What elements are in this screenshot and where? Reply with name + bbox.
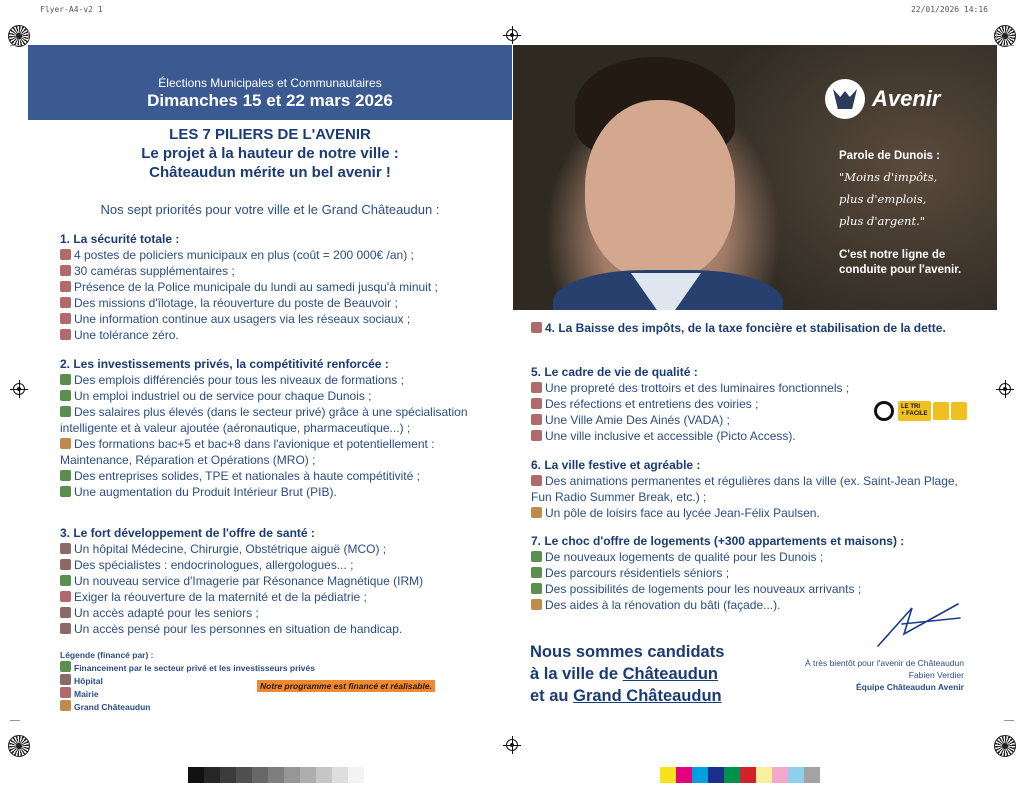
list-item: Des salaires plus élevés (dans le secteur privé) grâce à une spécialisation intelligente et à valeur ajoutée (aéronautique, pharmaceutique...) ; xyxy=(60,405,468,435)
money-icon xyxy=(60,486,71,497)
money-icon xyxy=(531,551,542,562)
candidate-statement: Nous sommes candidats à la ville de Châteaudun et au Grand Châteaudun xyxy=(530,643,725,705)
crosshair-mark-icon xyxy=(506,739,518,751)
color-swatch xyxy=(756,767,772,783)
list-item: Une information continue aux usagers via les réseaux sociaux ; xyxy=(60,311,500,327)
mairie-icon xyxy=(531,398,542,409)
color-swatch xyxy=(188,767,204,783)
list-item: Des formations bac+5 et bac+8 dans l'avionique et potentiellement : Maintenance, Réparation et Opérations (MRO) ; xyxy=(60,437,435,467)
crosshair-mark-icon xyxy=(13,383,25,395)
page-title xyxy=(28,125,512,182)
grand-chateaudun-icon xyxy=(60,438,71,449)
list-item: 4 postes de policiers municipaux en plus (coût = 200 000€ /an) ; xyxy=(60,247,500,263)
color-swatch xyxy=(220,767,236,783)
grand-chateaudun-icon xyxy=(531,599,542,610)
money-icon xyxy=(60,390,71,401)
pillar-1 xyxy=(60,231,500,343)
crop-mark xyxy=(10,720,20,721)
photo-face xyxy=(585,100,735,280)
crosshair-mark-icon xyxy=(999,383,1011,395)
list-item: Des animations permanentes et régulières dans la ville (ex. Saint-Jean Plage, Fun Radio Summer Break, etc.) ; xyxy=(531,474,958,504)
hospital-icon xyxy=(60,559,71,570)
money-icon xyxy=(531,583,542,594)
hospital-icon xyxy=(60,543,71,554)
candidate-photo xyxy=(513,45,997,310)
mairie-icon xyxy=(60,591,71,602)
registration-mark-icon xyxy=(994,735,1016,757)
crop-mark xyxy=(996,30,997,40)
list-item: Une propreté des trottoirs et des luminaires fonctionnels ; xyxy=(531,380,981,396)
list-item: Exiger la réouverture de la maternité et de la pédiatrie ; xyxy=(60,589,500,605)
color-swatch xyxy=(804,767,820,783)
hospital-icon xyxy=(60,623,71,634)
headline-line: Châteaudun mérite un bel avenir ! xyxy=(149,164,391,181)
mairie-icon xyxy=(60,313,71,324)
money-icon xyxy=(531,567,542,578)
color-swatch xyxy=(300,767,316,783)
grand-chateaudun-icon xyxy=(531,507,542,518)
color-swatch xyxy=(348,767,364,783)
color-swatch xyxy=(268,767,284,783)
crop-mark xyxy=(10,45,20,46)
mairie-icon xyxy=(531,475,542,486)
intro-text: Nos sept priorités pour votre ville et le Grand Châteaudun : xyxy=(100,202,440,217)
pillar-title: 4. La Baisse des impôts, de la taxe foncière et stabilisation de la dette. xyxy=(531,320,981,336)
list-item: Des réfections et entretiens des voiries ; xyxy=(531,396,981,412)
quote-tail: C'est notre ligne de conduite pour l'avenir. xyxy=(839,249,962,276)
list-item: Des missions d'îlotage, la réouverture du poste de Beauvoir ; xyxy=(60,295,500,311)
signature-block: À très bientôt pour l'avenir de Châteaudun Fabien Verdier Équipe Châteaudun Avenir xyxy=(805,658,964,692)
color-swatch xyxy=(724,767,740,783)
legend-item: Financement par le secteur privé et les investisseurs privés xyxy=(60,661,315,674)
mairie-icon xyxy=(60,687,71,698)
list-item: Un nouveau service d'Imagerie par Résonance Magnétique (IRM) xyxy=(60,573,500,589)
pillar-6 xyxy=(531,457,981,521)
eagle-icon xyxy=(825,79,865,119)
color-swatch xyxy=(284,767,300,783)
color-swatch xyxy=(236,767,252,783)
list-item: Présence de la Police municipale du lundi au samedi jusqu'à minuit ; xyxy=(60,279,500,295)
list-item: Une ville inclusive et accessible (Picto Access). xyxy=(531,428,981,444)
recycle-icon xyxy=(874,401,894,421)
finance-note: Notre programme est financé et réalisable. xyxy=(257,680,435,692)
legend-item: Mairie xyxy=(60,687,315,700)
money-icon xyxy=(60,470,71,481)
banner-dates: Dimanches 15 et 22 mars 2026 xyxy=(147,91,393,110)
tri-facile-badge xyxy=(874,401,967,421)
quote-line: plus d'emplois, xyxy=(839,192,927,206)
crosshair-mark-icon xyxy=(506,29,518,41)
list-item: Une Ville Amie Des Ainés (VADA) ; xyxy=(531,412,981,428)
headline-line: LES 7 PILIERS DE L'AVENIR xyxy=(169,126,371,143)
quote-line: "Moins d'impôts, xyxy=(839,170,938,184)
legend-item: Grand Châteaudun xyxy=(60,700,315,713)
logo-text: Avenir xyxy=(872,86,941,111)
print-timestamp: 22/01/2026 14:16 xyxy=(910,5,988,14)
crop-mark xyxy=(28,30,29,40)
cmyk-color-bar xyxy=(660,767,820,783)
registration-mark-icon xyxy=(8,25,30,47)
list-item: Des aides à la rénovation du bâti (façade...). xyxy=(531,597,981,613)
mairie-icon xyxy=(60,249,71,260)
list-item: Un pôle de loisirs face au lycée Jean-Félix Paulsen. xyxy=(531,505,981,521)
mairie-icon xyxy=(60,297,71,308)
list-item: Un accès adapté pour les seniors ; xyxy=(60,605,500,621)
trash-bin-icon xyxy=(951,402,967,420)
pillar-title: 2. Les investissements privés, la compétitivité renforcée : xyxy=(60,357,389,371)
color-swatch xyxy=(676,767,692,783)
pillar-title: 5. Le cadre de vie de qualité : xyxy=(531,365,698,379)
list-item: Des entreprises solides, TPE et nationales à haute compétitivité ; xyxy=(60,468,500,484)
money-icon xyxy=(60,374,71,385)
grayscale-color-bar xyxy=(188,767,364,783)
pillar-title: 1. La sécurité totale : xyxy=(60,232,180,246)
avenir-logo xyxy=(825,79,940,119)
list-item: Un hôpital Médecine, Chirurgie, Obstétrique aiguë (MCO) ; xyxy=(60,541,500,557)
list-item: Une tolérance zéro. xyxy=(60,327,500,343)
legend-title: Légende (financé par) : xyxy=(60,650,154,660)
mairie-icon xyxy=(60,265,71,276)
pillar-title: 7. Le choc d'offre de logements (+300 appartements et maisons) : xyxy=(531,534,905,548)
list-item: 30 caméras supplémentaires ; xyxy=(60,263,500,279)
pillar-title: 3. Le fort développement de l'offre de santé : xyxy=(60,526,315,540)
color-swatch xyxy=(692,767,708,783)
list-item: Des possibilités de logements pour les nouveaux arrivants ; xyxy=(531,581,981,597)
list-item: Des spécialistes : endocrinologues, allergologues... ; xyxy=(60,557,500,573)
banner-subtitle: Élections Municipales et Communautaires xyxy=(158,76,382,90)
left-page xyxy=(28,45,512,715)
color-swatch xyxy=(660,767,676,783)
quote-block xyxy=(839,150,961,278)
recycling-bin-icon xyxy=(933,402,949,420)
mairie-icon xyxy=(531,322,542,333)
quote-line: plus d'argent." xyxy=(839,214,926,228)
registration-mark-icon xyxy=(994,25,1016,47)
tri-label: LE TRI + FACILE xyxy=(898,401,931,421)
color-swatch xyxy=(316,767,332,783)
list-item: Des emplois différenciés pour tous les niveaux de formations ; xyxy=(60,372,500,388)
list-item: Un emploi industriel ou de service pour chaque Dunois ; xyxy=(60,388,500,404)
mairie-icon xyxy=(60,281,71,292)
mairie-icon xyxy=(531,430,542,441)
money-icon xyxy=(60,406,71,417)
pillar-2 xyxy=(60,356,500,500)
hospital-icon xyxy=(60,674,71,685)
signature-icon xyxy=(872,600,964,652)
mairie-icon xyxy=(60,329,71,340)
color-swatch xyxy=(204,767,220,783)
money-icon xyxy=(60,575,71,586)
quote-body xyxy=(839,166,961,232)
grand-chateaudun-icon xyxy=(60,700,71,711)
color-swatch xyxy=(708,767,724,783)
mairie-icon xyxy=(531,414,542,425)
print-file-label: Flyer-A4-v2 1 xyxy=(40,5,103,14)
quote-title: Parole de Dunois : xyxy=(839,150,940,162)
money-icon xyxy=(60,661,71,672)
pillar-title: 6. La ville festive et agréable : xyxy=(531,458,701,472)
list-item: De nouveaux logements de qualité pour les Dunois ; xyxy=(531,549,981,565)
list-item: Des parcours résidentiels séniors ; xyxy=(531,565,981,581)
list-item: Un accès pensé pour les personnes en situation de handicap. xyxy=(60,621,500,637)
headline-line: Le projet à la hauteur de notre ville : xyxy=(141,145,399,162)
crop-mark xyxy=(1004,45,1014,46)
pillar-4 xyxy=(531,320,981,336)
color-swatch xyxy=(788,767,804,783)
election-banner xyxy=(28,45,512,120)
registration-mark-icon xyxy=(8,735,30,757)
pillar-3 xyxy=(60,525,500,637)
color-swatch xyxy=(740,767,756,783)
hospital-icon xyxy=(60,607,71,618)
mairie-icon xyxy=(531,382,542,393)
color-swatch xyxy=(252,767,268,783)
crop-mark xyxy=(1004,720,1014,721)
legend-item: Hôpital xyxy=(60,674,315,687)
color-swatch xyxy=(772,767,788,783)
color-swatch xyxy=(332,767,348,783)
list-item: Une augmentation du Produit Intérieur Brut (PIB). xyxy=(60,484,500,500)
